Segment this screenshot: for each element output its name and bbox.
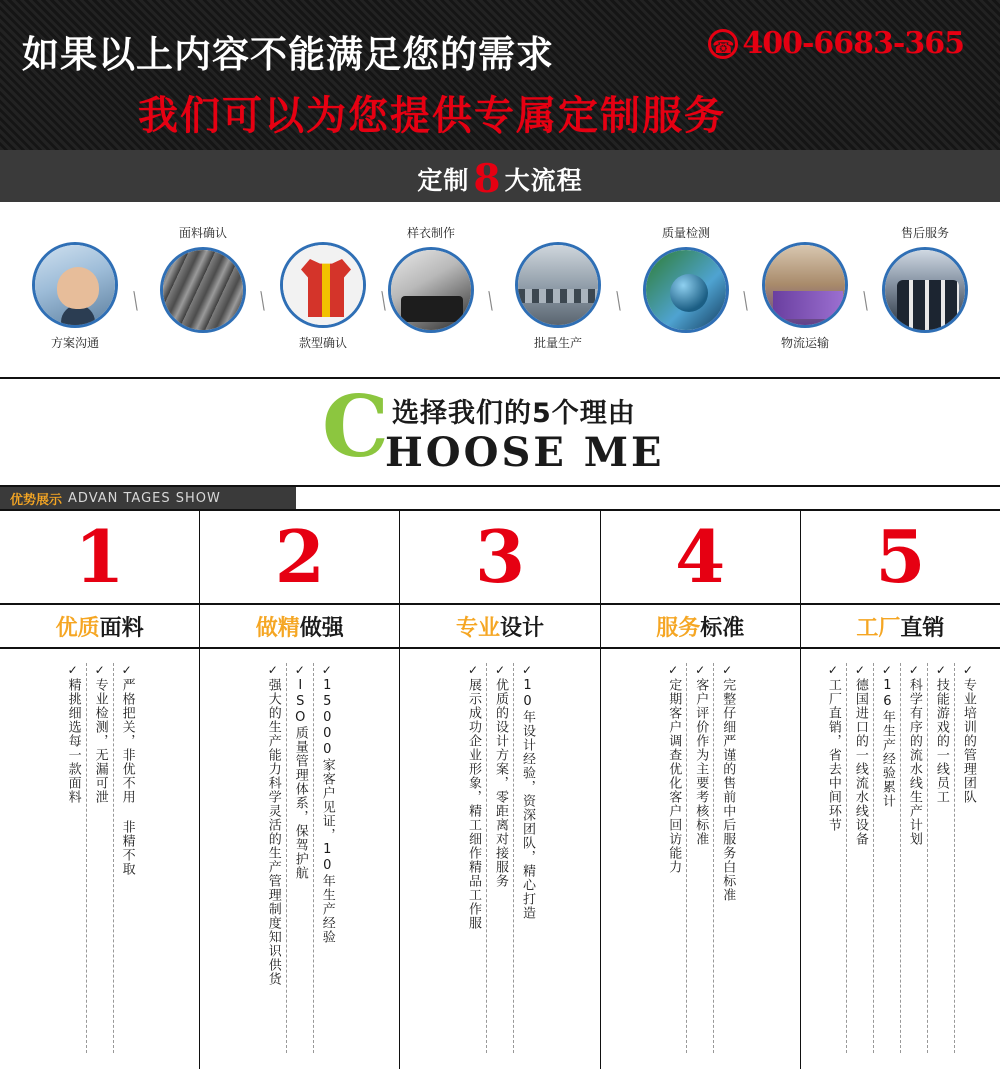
process-step-6-image xyxy=(643,247,729,333)
reason-1-bullet-1: ✓严格把关，非优不用 非精不取 xyxy=(113,663,140,1053)
advantage-label-cn: 优势展示 xyxy=(10,492,63,508)
process-title-number: 8 xyxy=(473,156,501,202)
process-step-2-image xyxy=(160,247,246,333)
process-step-4 xyxy=(388,224,474,333)
reason-5-title-plain: 直销 xyxy=(900,615,945,641)
process-step-2 xyxy=(160,224,246,333)
reason-5-bullet-5-text: 德国进口的一线流水线设备 xyxy=(852,678,868,846)
choose-title-en: HOOSE ME xyxy=(385,429,665,476)
process-step-2-label: 面料确认 xyxy=(178,226,227,240)
reason-5-bullet-6-text: 工厂直销，省去中间环节 xyxy=(825,678,841,832)
reason-4-bullet-1-text: 完整仔细严谨的售前中后服务白标准 xyxy=(720,678,736,902)
reason-4-title-plain: 标准 xyxy=(700,615,745,641)
process-step-1-image xyxy=(32,242,118,328)
process-arrow-5: ╲ xyxy=(611,291,626,311)
reason-3-bullet-1-text: 10年设计经验，资深团队，精心打造 xyxy=(520,678,535,920)
choose-big-letter: C xyxy=(322,377,389,476)
process-step-4-label: 样衣制作 xyxy=(406,226,455,240)
reason-5-bullets xyxy=(801,649,1000,1049)
reason-4-number: 4 xyxy=(675,514,726,599)
process-arrow-2: ╲ xyxy=(255,291,270,311)
process-arrow-4: ╲ xyxy=(483,291,498,311)
reason-5-bullet-1-text: 专业培训的管理团队 xyxy=(960,678,976,804)
reason-2-bullet-2-text: ISO质量管理体系，保驾护航 xyxy=(292,678,308,880)
reason-3-bullet-2-text: 优质的设计方案，零距离对接服务 xyxy=(493,678,508,888)
reason-4-bullet-3: ✓定期客户调查优化客户回访能力 xyxy=(666,663,682,874)
reason-column-2 xyxy=(200,511,400,1069)
reason-2-title-accent: 做精 xyxy=(255,615,300,641)
process-step-6 xyxy=(643,224,729,333)
reason-5-number: 5 xyxy=(875,514,926,599)
process-title-suffix: 大流程 xyxy=(504,166,583,195)
reason-1-bullets xyxy=(0,649,199,1049)
process-step-5 xyxy=(515,242,601,351)
reason-3-number: 3 xyxy=(474,514,526,599)
process-step-3 xyxy=(280,242,366,351)
reason-1-bullet-2-text: 专业检测，无漏可泄 xyxy=(92,678,108,804)
top-banner xyxy=(0,0,1000,150)
reason-5-bullet-4: ✓16年生产经验累计 xyxy=(873,663,900,1053)
process-step-7-label: 物流运输 xyxy=(780,336,829,350)
process-arrow-1: ╲ xyxy=(128,291,143,311)
advantage-bar xyxy=(0,487,1000,509)
reason-4-bullet-3-text: 定期客户调查优化客户回访能力 xyxy=(666,678,682,874)
reason-2-bullet-2: ✓ISO质量管理体系，保驾护航 xyxy=(286,663,313,1053)
reason-3-title-plain: 设计 xyxy=(500,615,545,641)
process-step-3-label: 款型确认 xyxy=(298,336,347,350)
reason-3-title xyxy=(400,603,599,649)
reason-4-title-accent: 服务 xyxy=(656,615,701,641)
reason-1-bullet-3: ✓精挑细选每一款面料 xyxy=(65,663,81,804)
process-step-5-image xyxy=(515,242,601,328)
process-step-8 xyxy=(882,224,968,333)
reason-4-bullets xyxy=(601,649,800,1049)
reason-5-bullet-2: ✓技能游戏的一线员工 xyxy=(927,663,954,1053)
process-steps-strip xyxy=(0,202,1000,377)
reason-1-title xyxy=(0,603,199,649)
process-step-8-image xyxy=(882,247,968,333)
reason-3-title-accent: 专业 xyxy=(455,615,500,641)
process-step-7-image xyxy=(762,242,848,328)
reason-2-title xyxy=(200,603,399,649)
reason-5-bullet-1: ✓专业培训的管理团队 xyxy=(954,663,981,1053)
choose-me-header xyxy=(0,377,1000,487)
banner-headline-1: 如果以上内容不能满足您的需求 xyxy=(22,33,554,76)
reason-5-bullet-3: ✓科学有序的流水线生产计划 xyxy=(900,663,927,1053)
process-step-6-label: 质量检测 xyxy=(661,226,710,240)
reason-column-5 xyxy=(801,511,1000,1069)
process-title-bar xyxy=(0,150,1000,202)
reason-2-bullet-3: ✓强大的生产能力科学灵活的生产管理制度知识供货 xyxy=(265,663,281,986)
banner-headline-2: 我们可以为您提供专属定制服务 xyxy=(138,93,726,139)
reason-1-title-accent: 优质 xyxy=(55,615,100,641)
choose-title-cn: 选择我们的5个理由 xyxy=(392,398,636,429)
process-step-4-image xyxy=(388,247,474,333)
banner-phone-number: 400-6683-365 xyxy=(742,26,964,61)
reason-1-bullet-1-text: 严格把关，非优不用 非精不取 xyxy=(119,678,135,876)
reason-5-bullet-4-text: 16年生产经验累计 xyxy=(879,678,895,808)
advantage-bar-inner xyxy=(0,487,296,509)
reason-5-bullet-2-text: 技能游戏的一线员工 xyxy=(933,678,949,804)
reasons-grid xyxy=(0,509,1000,1069)
process-arrow-3: ╲ xyxy=(376,291,391,311)
reason-3-bullet-2: ✓优质的设计方案，零距离对接服务 xyxy=(486,663,513,1053)
reason-3-bullet-3: ✓展示成功企业形象，精工细作精品工作服 xyxy=(466,663,481,930)
reason-3-bullet-3-text: 展示成功企业形象，精工细作精品工作服 xyxy=(466,678,481,930)
process-title-prefix: 定制 xyxy=(417,166,470,195)
reason-1-bullet-3-text: 精挑细选每一款面料 xyxy=(65,678,81,804)
reason-1-bullet-2: ✓专业检测，无漏可泄 xyxy=(86,663,113,1053)
reason-2-bullet-3-text: 强大的生产能力科学灵活的生产管理制度知识供货 xyxy=(265,678,281,986)
process-step-3-image xyxy=(280,242,366,328)
reason-2-bullet-1: ✓15000家客户见证，10年生产经验 xyxy=(313,663,340,1053)
reason-4-bullet-2-text: 客户评价作为主要考核标准 xyxy=(693,678,709,846)
process-title-inner xyxy=(417,153,583,202)
process-step-5-label: 批量生产 xyxy=(533,336,582,350)
process-step-1 xyxy=(32,242,118,351)
process-arrow-7: ╲ xyxy=(858,291,873,311)
reason-1-number: 1 xyxy=(74,514,125,599)
reason-5-bullet-3-text: 科学有序的流水线生产计划 xyxy=(906,678,922,846)
reason-3-bullet-1: ✓10年设计经验，资深团队，精心打造 xyxy=(513,663,540,1053)
process-arrow-6: ╲ xyxy=(738,291,753,311)
reason-5-bullet-5: ✓德国进口的一线流水线设备 xyxy=(846,663,873,1053)
reason-column-1 xyxy=(0,511,200,1069)
reason-2-number: 2 xyxy=(274,514,325,599)
reason-2-bullets xyxy=(200,649,399,1049)
reason-2-title-plain: 做强 xyxy=(299,615,344,641)
reason-4-bullet-2: ✓客户评价作为主要考核标准 xyxy=(686,663,713,1053)
process-step-1-label: 方案沟通 xyxy=(50,336,99,350)
reason-2-bullet-1-text: 15000家客户见证，10年生产经验 xyxy=(319,678,335,944)
reason-5-title-accent: 工厂 xyxy=(856,615,901,641)
banner-phone-block xyxy=(708,26,964,61)
reason-4-title xyxy=(601,603,800,649)
process-step-8-label: 售后服务 xyxy=(900,226,949,240)
reason-4-bullet-1: ✓完整仔细严谨的售前中后服务白标准 xyxy=(713,663,740,1053)
process-step-7 xyxy=(762,242,848,351)
reason-column-4 xyxy=(601,511,801,1069)
reason-column-3 xyxy=(400,511,600,1069)
reason-1-title-plain: 面料 xyxy=(99,615,144,641)
phone-icon: ☎ xyxy=(708,29,738,59)
reason-5-bullet-6: ✓工厂直销，省去中间环节 xyxy=(825,663,841,832)
reason-3-bullets xyxy=(400,649,599,1049)
advantage-label-en: ADVAN TAGES SHOW xyxy=(68,490,221,506)
reason-5-title xyxy=(801,603,1000,649)
